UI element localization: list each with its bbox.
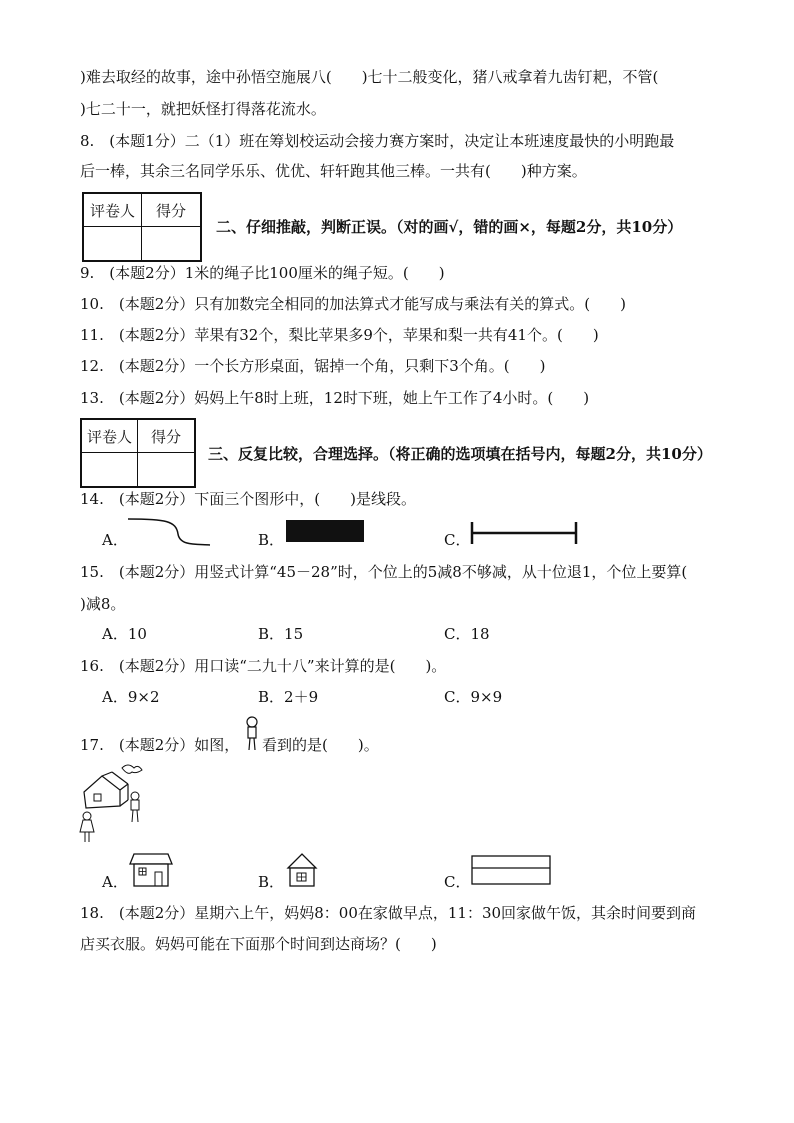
- q15-option-a: A．10: [102, 625, 147, 643]
- q16-option-c: C．9×9: [444, 688, 503, 706]
- score-label: 得分: [142, 194, 200, 227]
- question-18-line-1: 18. (本题2分）星期六上午，妈妈8：00在家做早点，11：30回家做午饭，其余时间要到商: [80, 904, 697, 922]
- question-12: 12. (本题2分）一个长方形桌面，锯掉一个角，只剩下3个角。( ): [80, 357, 546, 375]
- q7-continuation-line-1: )难去取经的故事，途中孙悟空施展八( )七十二般变化，猪八戒拿着九齿钉耙，不管(: [80, 68, 659, 86]
- reviewer-cell: [82, 453, 138, 486]
- q7-continuation-line-2: )七二十一，就把妖怪打得落花流水。: [80, 100, 326, 118]
- reviewer-cell: [84, 227, 142, 260]
- question-14: 14. (本题2分）下面三个图形中，( )是线段。: [80, 490, 416, 508]
- q15-option-c: C．18: [444, 625, 490, 643]
- question-13: 13. (本题2分）妈妈上午8时上班，12时下班，她上午工作了4小时。( ): [80, 389, 590, 407]
- score-label: 得分: [138, 420, 194, 453]
- section-3-title: 三、反复比较，合理选择。（将正确的选项填在括号内，每题2分，共10分）: [208, 445, 712, 463]
- q17-option-a: A．: [102, 873, 128, 891]
- score-box-section-3: [80, 418, 196, 488]
- q14-option-a: A．: [102, 531, 128, 549]
- question-8-line-1: 8. (本题1分）二（1）班在筹划校运动会接力赛方案时，决定让本班速度最快的小明跑最: [80, 132, 675, 150]
- question-18-line-2: 店买衣服。妈妈可能在下面那个时间到达商场？( ): [80, 935, 437, 953]
- house-scene-illustration: [76, 762, 156, 846]
- line-segment-figure: [470, 520, 580, 546]
- q16-option-a: A．9×2: [102, 688, 160, 706]
- q14-option-b: B．: [258, 531, 285, 549]
- q17-option-b: B．: [258, 873, 285, 891]
- score-cell: [138, 453, 194, 486]
- q16-option-b: B．2＋9: [258, 688, 319, 706]
- score-box-section-2: [82, 192, 202, 262]
- question-9: 9. (本题2分）1米的绳子比100厘米的绳子短。( ): [80, 264, 445, 282]
- question-15-line-2: )减8。: [80, 595, 126, 613]
- house-side-view-icon: [286, 852, 318, 888]
- curved-line-figure: [126, 516, 212, 548]
- question-11: 11. (本题2分）苹果有32个，梨比苹果多9个，苹果和梨一共有41个。( ): [80, 326, 599, 344]
- question-10: 10. (本题2分）只有加数完全相同的加法算式才能写成与乘法有关的算式。( ): [80, 295, 626, 313]
- reviewer-label: 评卷人: [82, 420, 138, 453]
- question-8-line-2: 后一棒，其余三名同学乐乐、优优、轩轩跑其他三棒。一共有( )种方案。: [80, 162, 587, 180]
- boy-figure-icon: [243, 716, 261, 752]
- q14-option-c: C．: [444, 531, 471, 549]
- q15-option-b: B．15: [258, 625, 304, 643]
- house-front-view-icon: [128, 852, 174, 888]
- black-rectangle-figure: [286, 520, 364, 542]
- question-17-prefix: 17. (本题2分）如图，: [80, 736, 240, 754]
- section-2-title: 二、仔细推敲，判断正误。（对的画√，错的画×，每题2分，共10分）: [216, 218, 683, 236]
- reviewer-label: 评卷人: [84, 194, 142, 227]
- house-top-view-icon: [470, 854, 552, 886]
- score-cell: [142, 227, 200, 260]
- question-16: 16. (本题2分）用口读“二九十八”来计算的是( )。: [80, 657, 447, 675]
- question-15-line-1: 15. (本题2分）用竖式计算“45－28”时，个位上的5减8不够减，从十位退1，个位上要算(: [80, 563, 688, 581]
- q17-option-c: C．: [444, 873, 471, 891]
- question-17-suffix: 看到的是( )。: [262, 736, 379, 754]
